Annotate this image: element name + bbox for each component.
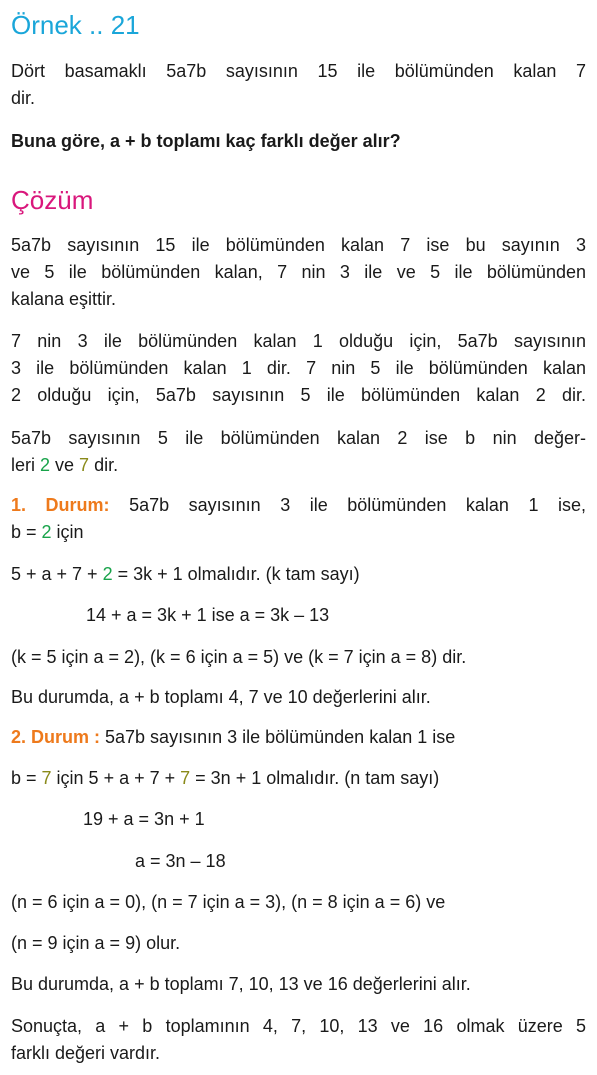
case2-equation: a = 3n – 18 (135, 851, 226, 871)
case1-line: b = 2 için (11, 522, 84, 542)
case1-result: Bu durumda, a + b toplamı 4, 7 ve 10 değerlerini alır. (11, 687, 431, 707)
b-value-green: 2 (40, 455, 51, 475)
case2-label: 2. Durum : (11, 727, 101, 747)
case2-line: b = 7 için 5 + a + 7 + 7 = 3n + 1 olmalıdır. (n tam sayı) (11, 768, 440, 788)
case2-heading: 2. Durum : 5a7b sayısının 3 ile bölümünden kalan 1 ise (11, 727, 456, 747)
example-title: Örnek .. 21 (11, 10, 140, 40)
case1-heading: 1. Durum: 5a7b sayısının 3 ile bölümünden kalan 1 ise, (11, 495, 586, 515)
paragraph-line: kalana eşittir. (11, 289, 117, 309)
paragraph-line: 3 ile bölümünden kalan 1 dir. 7 nin 5 ile bölümünden kalan (11, 358, 586, 378)
question-line: Dört basamaklı 5a7b sayısının 15 ile bölümünden kalan 7 (11, 61, 586, 81)
paragraph-line: 2 olduğu için, 5a7b sayısının 5 ile bölümünden kalan 2 dir. (11, 385, 586, 405)
case2-equation: 19 + a = 3n + 1 (83, 809, 205, 829)
case1-label: 1. Durum: (11, 495, 110, 515)
paragraph-line: 7 nin 3 ile bölümünden kalan 1 olduğu için, 5a7b sayısının (11, 331, 586, 351)
case2-values: (n = 6 için a = 0), (n = 7 için a = 3), (n = 8 için a = 6) ve (11, 892, 446, 912)
paragraph-line: leri 2 ve 7 dir. (11, 455, 119, 475)
conclusion-line: Sonuçta, a + b toplamının 4, 7, 10, 13 ve 16 olmak üzere 5 (11, 1016, 586, 1036)
b-value-olive: 7 (79, 455, 90, 475)
conclusion-line: farklı değeri vardır. (11, 1043, 161, 1063)
paragraph-line: ve 5 ile bölümünden kalan, 7 nin 3 ile ve 5 ile bölümünden (11, 262, 586, 282)
question-bold: Buna göre, a + b toplamı kaç farklı değer alır? (11, 131, 401, 151)
paragraph-line: 5a7b sayısının 5 ile bölümünden kalan 2 ise b nin değer- (11, 428, 586, 448)
solution-title: Çözüm (11, 185, 94, 215)
question-line: dir. (11, 88, 36, 108)
case2-values: (n = 9 için a = 9) olur. (11, 933, 181, 953)
case1-equation: 5 + a + 7 + 2 = 3k + 1 olmalıdır. (k tam sayı) (11, 564, 360, 584)
paragraph-line: 5a7b sayısının 15 ile bölümünden kalan 7 ise bu sayının 3 (11, 235, 586, 255)
case2-result: Bu durumda, a + b toplamı 7, 10, 13 ve 16 değerlerini alır. (11, 974, 471, 994)
case1-values: (k = 5 için a = 2), (k = 6 için a = 5) ve (k = 7 için a = 8) dir. (11, 647, 467, 667)
case1-equation: 14 + a = 3k + 1 ise a = 3k – 13 (86, 605, 330, 625)
